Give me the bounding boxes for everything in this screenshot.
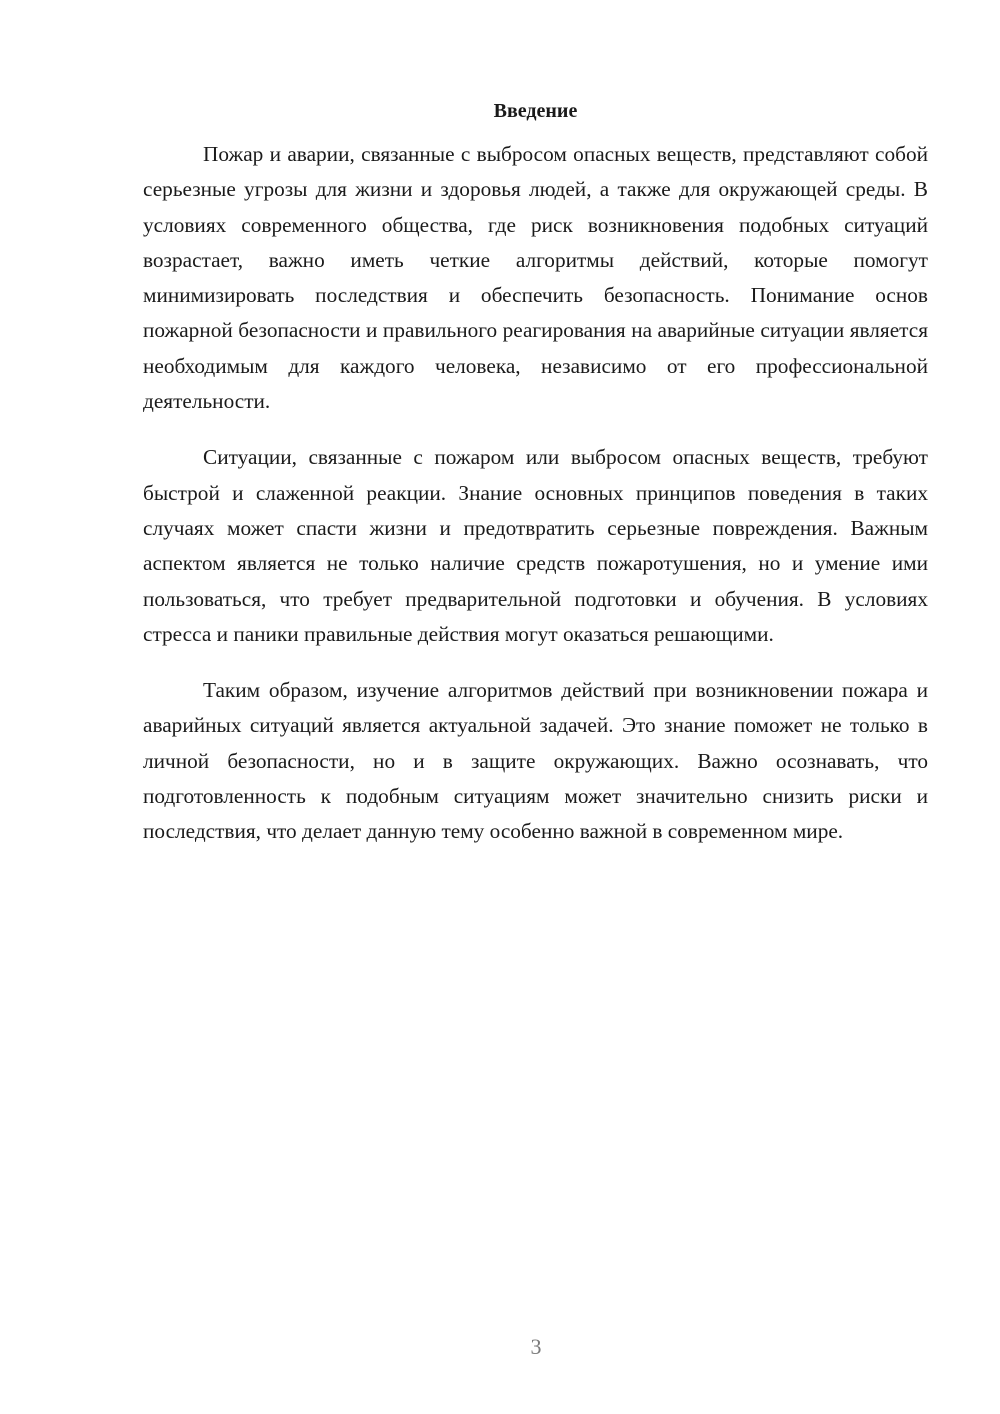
paragraph-3: Таким образом, изучение алгоритмов действий при возникновении пожара и аварийных ситуаций является актуальной задачей. Это знание поможет не только в личной безопасности, но и в защите окружающих. Важно осознавать, что подготовленность к подобным ситуациям может значительно снизить риски и последствия, что делает данную тему особенно важной в современном мире. (143, 678, 928, 844)
page-number: 3 (530, 1334, 542, 1359)
page-title: Введение (493, 100, 578, 122)
paragraph-2: Ситуации, связанные с пожаром или выбросом опасных веществ, требуют быстрой и слаженной реакции. Знание основных принципов поведения в таких случаях может спасти жизни и предотвратить серьезные повреждения. Важным аспектом является не только наличие средств пожаротушения, но и умение ими пользоваться, что требует предварительной подготовки и обучения. В условиях стресса и паники правильные действия могут оказаться решающими. (143, 445, 928, 646)
paragraph-1: Пожар и аварии, связанные с выбросом опасных веществ, представляют собой серьезные угрозы для жизни и здоровья людей, а также для окружающей среды. В условиях современного общества, где риск возникновения подобных ситуаций возрастает, важно иметь четкие алгоритмы действий, которые помогут минимизировать последствия и обеспечить безопасность. Понимание основ пожарной безопасности и правильного реагирования на аварийные ситуации является необходимым для каждого человека, независимо от его профессиональной деятельности. (143, 142, 928, 414)
text-body (143, 96, 928, 850)
